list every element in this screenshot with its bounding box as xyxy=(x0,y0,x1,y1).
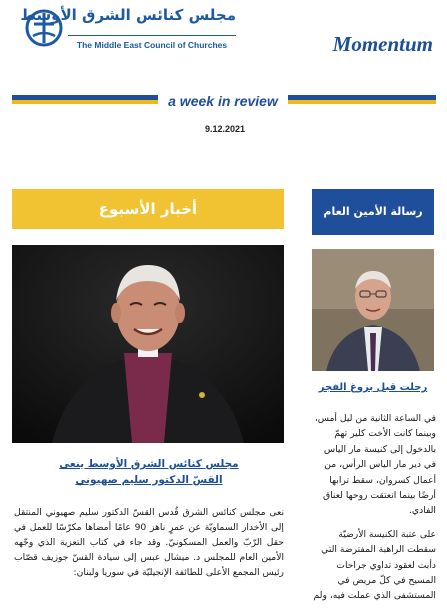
sg-paragraph-2: على عتبة الكنيسة الأرضيّة سقطت الراهبة المفترضة التي دأبت لعقود تداوي جراحات المسيح في كلّ مريض في المستشفى الذي عملت فيه، ولم xyxy=(313,528,436,602)
newsletter-masthead: Momentum xyxy=(332,32,433,56)
logo-divider xyxy=(68,35,236,36)
band-gold-rule-left xyxy=(12,100,158,104)
sg-section-title: رسالة الأمين العام xyxy=(312,189,434,235)
week-in-review-title: a week in review xyxy=(158,92,288,110)
band-gold-rule-right xyxy=(288,100,436,104)
news-portrait-illustration xyxy=(12,245,284,443)
news-headline-line2: القسّ الدكتور سليم صهيوني xyxy=(75,474,223,486)
news-body-text: نعى مجلس كنائس الشرق قُدس القسّ الدكتور سليم صهيوني المنتقل إلى الأخدار السماويّة عن عمرٍ ناهز 90 عامًا أمضاها مكرّسًا للعمل في حقل الرّبّ والعمل المسكونيّ. وقد جاء في كتاب التعزية الذي وجّهه الأمين العام للمجلس د. ميشال عبس إلى سيادة القسّ جوزيف قصّاب رئيس المجمع الأعلى للطائفة الإنجيليّة في سوريا ولبنان: xyxy=(14,507,284,578)
sg-portrait-illustration xyxy=(312,249,434,371)
sg-body-text xyxy=(312,411,436,612)
sg-portrait-photo[interactable] xyxy=(312,249,434,371)
sg-article-title-link[interactable]: رحلت قبل بزوغ الفجر xyxy=(318,382,428,393)
org-name-arabic: مجلس كنائس الشرق الأوسط xyxy=(20,6,236,24)
sg-paragraph-1: في الساعة الثانية من ليل أمس، وبينما كانت الأخت كلير تهمّ بالدخول إلى كنيسة مار الياس في دير مار الياس الرأس، من أعمال كسروان، سقط ترابها أرضًا بينما انعتقت روحها لعناق الفادي. xyxy=(314,413,436,517)
news-headline-link[interactable] xyxy=(16,456,282,488)
news-section-title: أخبار الأسبوع xyxy=(12,189,284,229)
news-portrait-photo[interactable] xyxy=(12,245,284,443)
issue-date: 9.12.2021 xyxy=(204,124,246,134)
news-headline-line1: مجلس كنائس الشرق الأوسط ينعى xyxy=(59,458,239,470)
org-name-english: The Middle East Council of Churches xyxy=(76,40,228,50)
